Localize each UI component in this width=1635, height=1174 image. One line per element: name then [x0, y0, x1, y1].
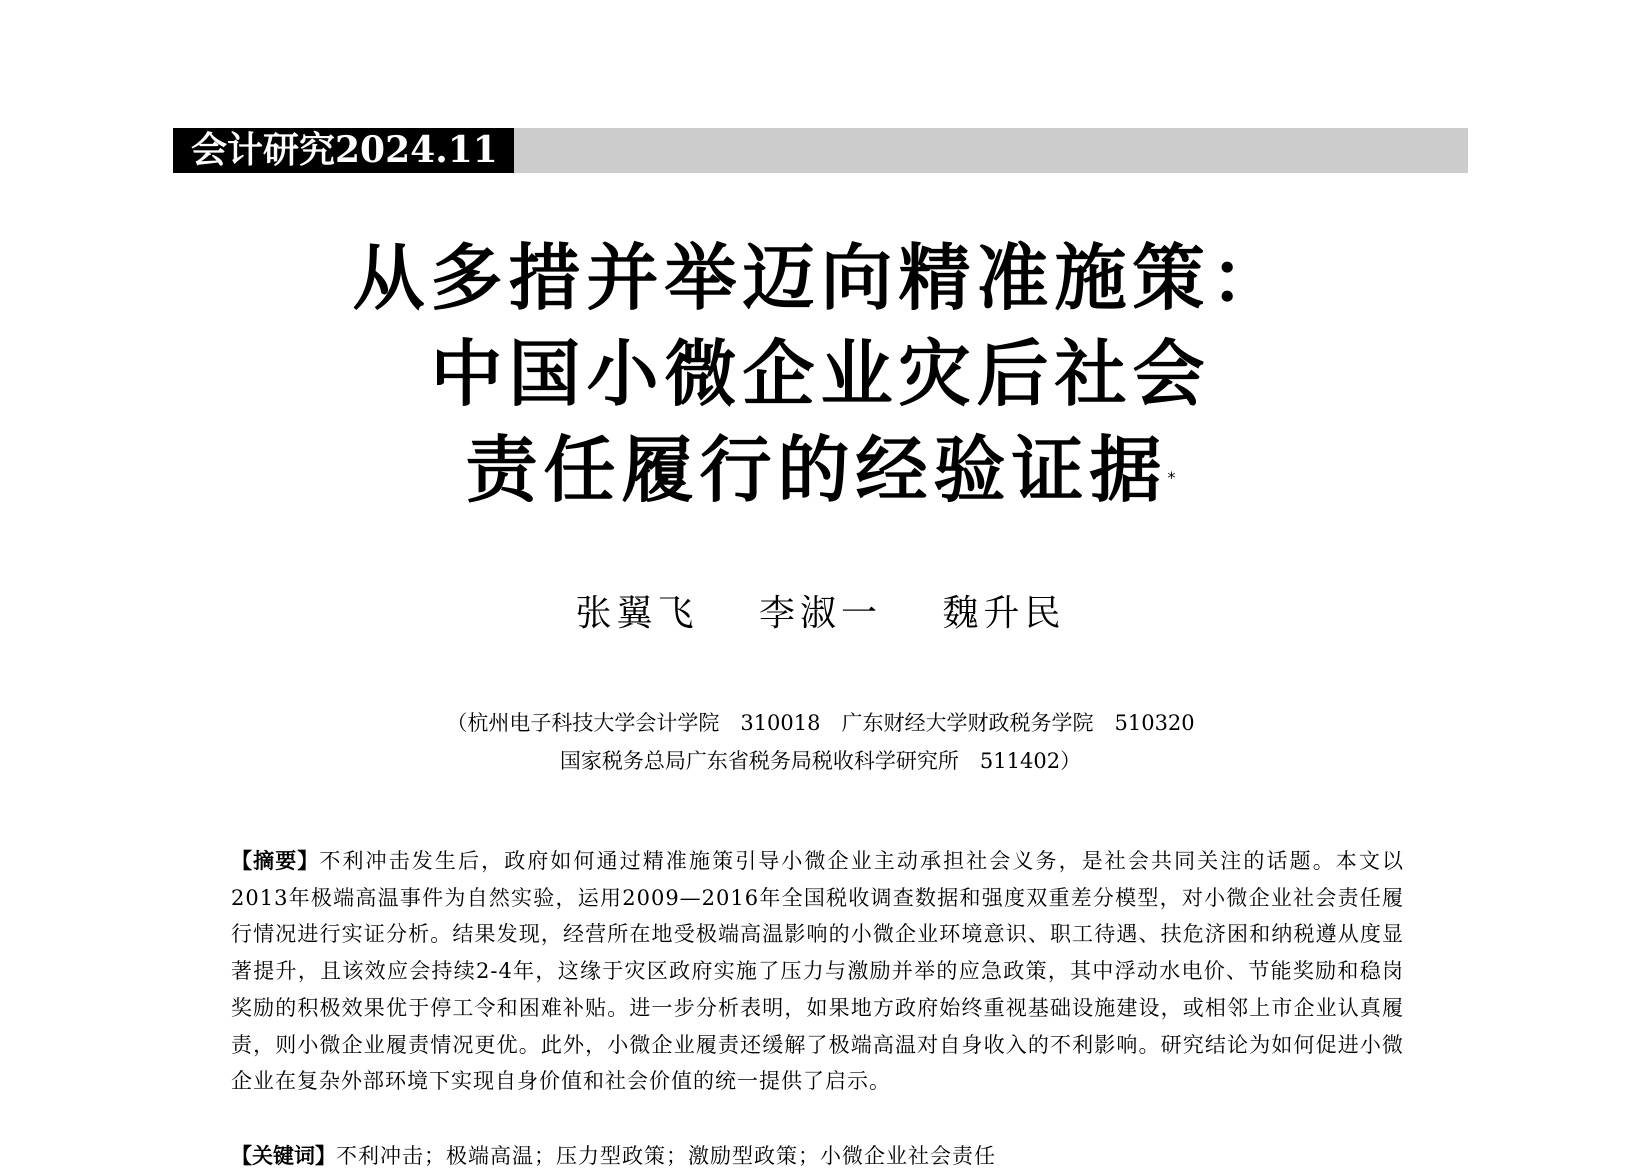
abstract: [231, 843, 1404, 1100]
author-name: 张翼飞: [575, 593, 699, 634]
keywords-label: 【关键词】: [231, 1144, 336, 1168]
journal-header-band: [173, 128, 1468, 173]
title-footnote-mark[interactable]: *: [1167, 468, 1176, 487]
affiliation-line-1: （杭州电子科技大学会计学院 310018 广东财经大学财政税务学院 510320: [446, 711, 1195, 735]
abstract-text: 不利冲击发生后，政府如何通过精准施策引导小微企业主动承担社会义务，是社会共同关注的话题。本文以2013年极端高温事件为自然实验，运用2009—2016年全国税收调查数据和强度双重差分模型，对小微企业社会责任履行情况进行实证分析。结果发现，经营所在地受极端高温影响的小微企业环境意识、职工待遇、扶危济困和纳税遵从度显著提升，且该效应会持续2-4年，这缘于灾区政府实施了压力与激励并举的应急政策，其中浮动水电价、节能奖励和稳岗奖励的积极效果优于停工令和困难补贴。进一步分析表明，如果地方政府始终重视基础设施建设，或相邻上市企业认真履责，则小微企业履责情况更优。此外，小微企业履责还缓解了极端高温对自身收入的不利影响。研究结论为如何促进小微企业在复杂外部环境下实现自身价值和社会价值的统一提供了启示。: [231, 849, 1405, 1094]
affiliations: [173, 704, 1468, 780]
author-name: 魏升民: [942, 593, 1066, 634]
title-line-3-text: 责任履行的经验证据: [465, 428, 1168, 512]
author-list: [173, 585, 1468, 636]
journal-issue-label: 会计研究2024.11: [173, 128, 514, 173]
keywords-text: 不利冲击；极端高温；压力型政策；激励型政策；小微企业社会责任: [336, 1144, 996, 1168]
title-line-3: [173, 422, 1468, 518]
article-title: [173, 230, 1468, 518]
abstract-label: 【摘要】: [231, 849, 320, 873]
title-line-2: 中国小微企业灾后社会: [430, 332, 1211, 416]
keywords: [231, 1138, 1404, 1174]
author-name: 李淑一: [758, 593, 882, 634]
title-line-1: 从多措并举迈向精准施策：: [352, 236, 1289, 320]
affiliation-line-2: 国家税务总局广东省税务局税收科学研究所 511402）: [559, 749, 1082, 773]
